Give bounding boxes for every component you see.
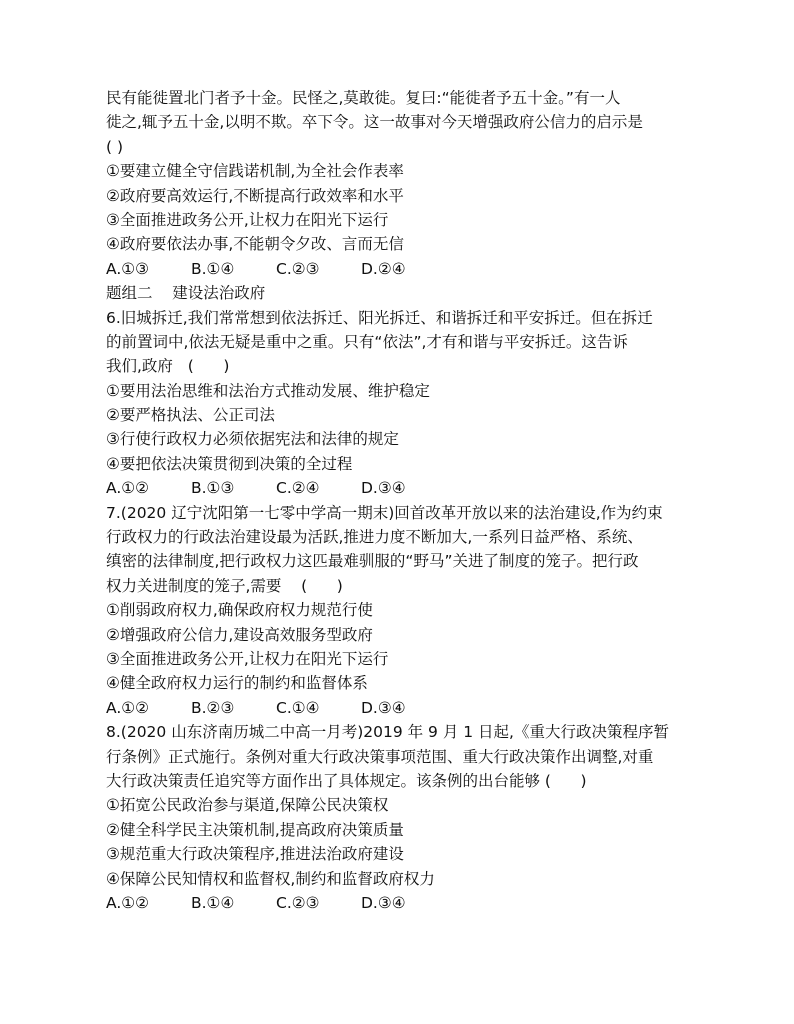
option-a: A.①② xyxy=(106,479,150,498)
option-d: D.②④ xyxy=(361,259,406,278)
question-6 xyxy=(106,306,691,501)
question-8-options xyxy=(106,891,691,915)
question-7-item-3: ③全面推进政务公开,让权力在阳光下运行 xyxy=(106,649,389,668)
question-5 xyxy=(106,86,691,281)
option-c: C.②③ xyxy=(276,259,320,278)
question-8-item-2: ②健全科学民主决策机制,提高政府决策质量 xyxy=(106,820,404,839)
option-a: A.①③ xyxy=(106,259,150,278)
question-8 xyxy=(106,720,691,915)
question-8-stem-line: 8.(2020 山东济南历城二中高一月考)2019 年 9 月 1 日起,《重大行政决策程序暂 xyxy=(106,723,669,742)
question-5-stem-line: ( ) xyxy=(106,137,124,156)
question-6-stem-line: 的前置词中,依法无疑是重中之重。只有“依法”,才有和谐与平安拆迁。这告诉 xyxy=(106,332,628,351)
option-c: C.①④ xyxy=(276,698,320,717)
option-b: B.①③ xyxy=(191,479,235,498)
question-5-options xyxy=(106,257,691,281)
question-7-stem-line: 缜密的法律制度,把行政权力这匹最难驯服的“野马”关进了制度的笼子。把行政 xyxy=(106,552,639,571)
question-7-item-1: ①削弱政府权力,确保政府权力规范行使 xyxy=(106,601,373,620)
option-c: C.②③ xyxy=(276,893,320,912)
document-page xyxy=(106,86,691,915)
question-5-item-1: ①要建立健全守信践诺机制,为全社会作表率 xyxy=(106,162,404,181)
question-5-item-4: ④政府要依法办事,不能朝令夕改、言而无信 xyxy=(106,235,404,254)
question-6-item-2: ②要严格执法、公正司法 xyxy=(106,406,275,425)
question-7-item-2: ②增强政府公信力,建设高效服务型政府 xyxy=(106,625,373,644)
option-d: D.③④ xyxy=(361,479,406,498)
option-b: B.②③ xyxy=(191,698,235,717)
question-6-item-3: ③行使行政权力必须依据宪法和法律的规定 xyxy=(106,430,399,449)
option-a: A.①② xyxy=(106,893,150,912)
question-8-item-3: ③规范重大行政决策程序,推进法治政府建设 xyxy=(106,845,404,864)
option-a: A.①② xyxy=(106,698,150,717)
question-8-item-1: ①拓宽公民政治参与渠道,保障公民决策权 xyxy=(106,796,389,815)
question-5-item-3: ③全面推进政务公开,让权力在阳光下运行 xyxy=(106,210,389,229)
question-7 xyxy=(106,501,691,721)
question-6-options xyxy=(106,476,691,500)
question-7-stem-line: 行政权力的行政法治建设最为活跃,推进力度不断加大,一系列日益严格、系统、 xyxy=(106,528,643,547)
question-7-options xyxy=(106,696,691,720)
question-6-stem-line: 6.旧城拆迁,我们常常想到依法拆迁、阳光拆迁、和谐拆迁和平安拆迁。但在拆迁 xyxy=(106,308,653,327)
question-7-item-4: ④健全政府权力运行的制约和监督体系 xyxy=(106,674,368,693)
question-6-item-4: ④要把依法决策贯彻到决策的全过程 xyxy=(106,454,353,473)
option-c: C.②④ xyxy=(276,479,320,498)
question-7-stem-line: 权力关进制度的笼子,需要 ( ) xyxy=(106,576,343,595)
question-7-stem-line: 7.(2020 辽宁沈阳第一七零中学高一期末)回首改革开放以来的法治建设,作为约束 xyxy=(106,503,663,522)
question-8-stem-line: 大行政决策责任追究等方面作出了具体规定。该条例的出台能够 ( ) xyxy=(106,771,587,790)
question-6-stem-line: 我们,政府 ( ) xyxy=(106,357,230,376)
question-5-stem-line: 徙之,辄予五十金,以明不欺。卒下令。这一故事对今天增强政府公信力的启示是 xyxy=(106,113,643,132)
question-8-item-4: ④保障公民知情权和监督权,制约和监督政府权力 xyxy=(106,869,435,888)
option-d: D.③④ xyxy=(361,698,406,717)
option-d: D.③④ xyxy=(361,893,406,912)
question-8-stem-line: 行条例》正式施行。条例对重大行政决策事项范围、重大行政决策作出调整,对重 xyxy=(106,747,654,766)
question-5-item-2: ②政府要高效运行,不断提高行政效率和水平 xyxy=(106,186,404,205)
group-heading: 题组二 建设法治政府 xyxy=(106,284,266,303)
question-6-item-1: ①要用法治思维和法治方式推动发展、维护稳定 xyxy=(106,381,430,400)
option-b: B.①④ xyxy=(191,259,235,278)
question-5-stem-line: 民有能徙置北门者予十金。民怪之,莫敢徙。复曰:“能徙者予五十金。”有一人 xyxy=(106,89,621,107)
option-b: B.①④ xyxy=(191,893,235,912)
